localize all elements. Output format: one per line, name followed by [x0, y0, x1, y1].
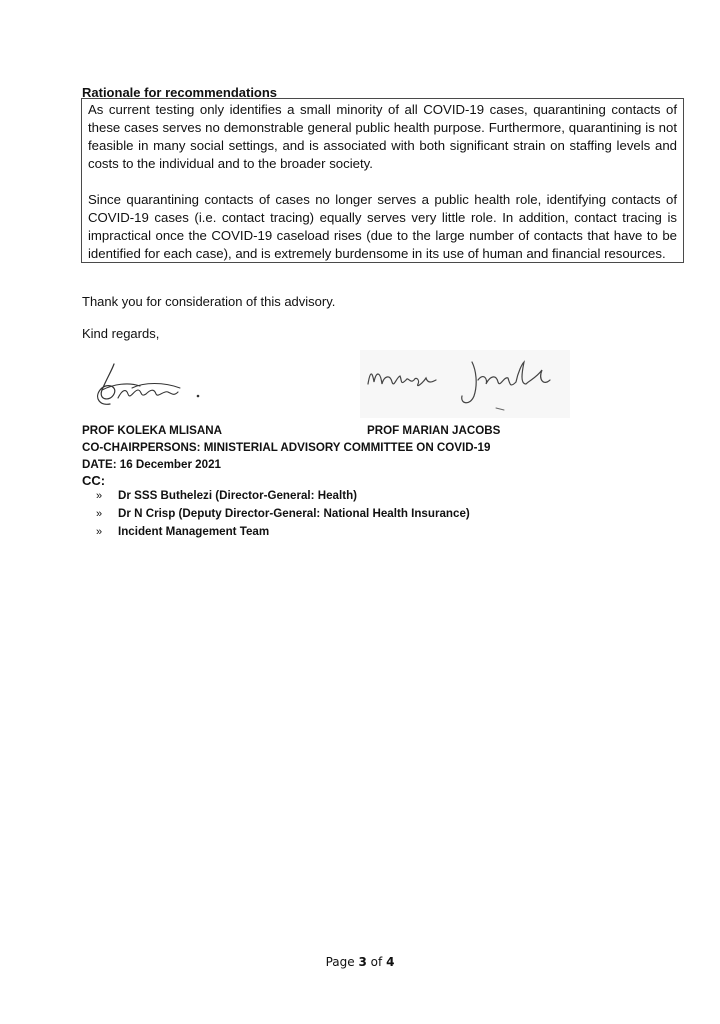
cc-label: CC:	[82, 473, 106, 488]
page-footer	[0, 955, 720, 969]
section-heading: Rationale for recommendations	[82, 85, 278, 100]
page-current: 3	[358, 955, 367, 969]
cc-item	[96, 505, 470, 523]
cc-item-text: Dr N Crisp (Deputy Director-General: National Health Insurance)	[118, 507, 470, 520]
signatories-role: CO-CHAIRPERSONS: MINISTERIAL ADVISORY COMMITTEE ON COVID-19	[82, 441, 491, 454]
rationale-box	[81, 98, 684, 263]
signatory-right-name: PROF MARIAN JACOBS	[367, 424, 501, 437]
signature-jacobs-image	[360, 350, 570, 418]
bullet-icon: »	[96, 526, 103, 538]
document-date: DATE: 16 December 2021	[82, 458, 221, 471]
cc-list	[96, 487, 470, 541]
of-word: of	[370, 955, 383, 969]
cc-item-text: Incident Management Team	[118, 525, 270, 538]
page-word: Page	[325, 955, 355, 969]
signature-jacobs	[360, 350, 570, 418]
page-total: 4	[386, 955, 395, 969]
thanks-line: Thank you for consideration of this advisory.	[82, 294, 336, 309]
regards-line: Kind regards,	[82, 326, 160, 341]
cc-item	[96, 523, 470, 541]
cc-item	[96, 487, 470, 505]
bullet-icon: »	[96, 508, 103, 520]
rationale-paragraph-1: As current testing only identifies a small minority of all COVID-19 cases, quarantining contacts of these cases serves no demonstrable general public health purpose. Furthermore, quarantining is not feasible in many social settings, and is associated with both significant strain on staffing levels and costs to the individual and to the broader society.	[88, 102, 677, 171]
cc-item-text: Dr SSS Buthelezi (Director-General: Health)	[118, 489, 358, 502]
bullet-icon: »	[96, 490, 103, 502]
signature-mlisana	[88, 360, 218, 412]
signature-mlisana-image	[88, 360, 218, 412]
rationale-paragraph-2: Since quarantining contacts of cases no longer serves a public health role, identifying contacts of COVID-19 cases (i.e. contact tracing) equally serves very little role. In addition, contact tracing is impractical once the COVID-19 caseload rises (due to the large number of contacts that have to be identified for each case), and is extremely burdensome in its use of human and financial resources.	[88, 192, 677, 261]
signatory-left-name: PROF KOLEKA MLISANA	[82, 424, 222, 437]
